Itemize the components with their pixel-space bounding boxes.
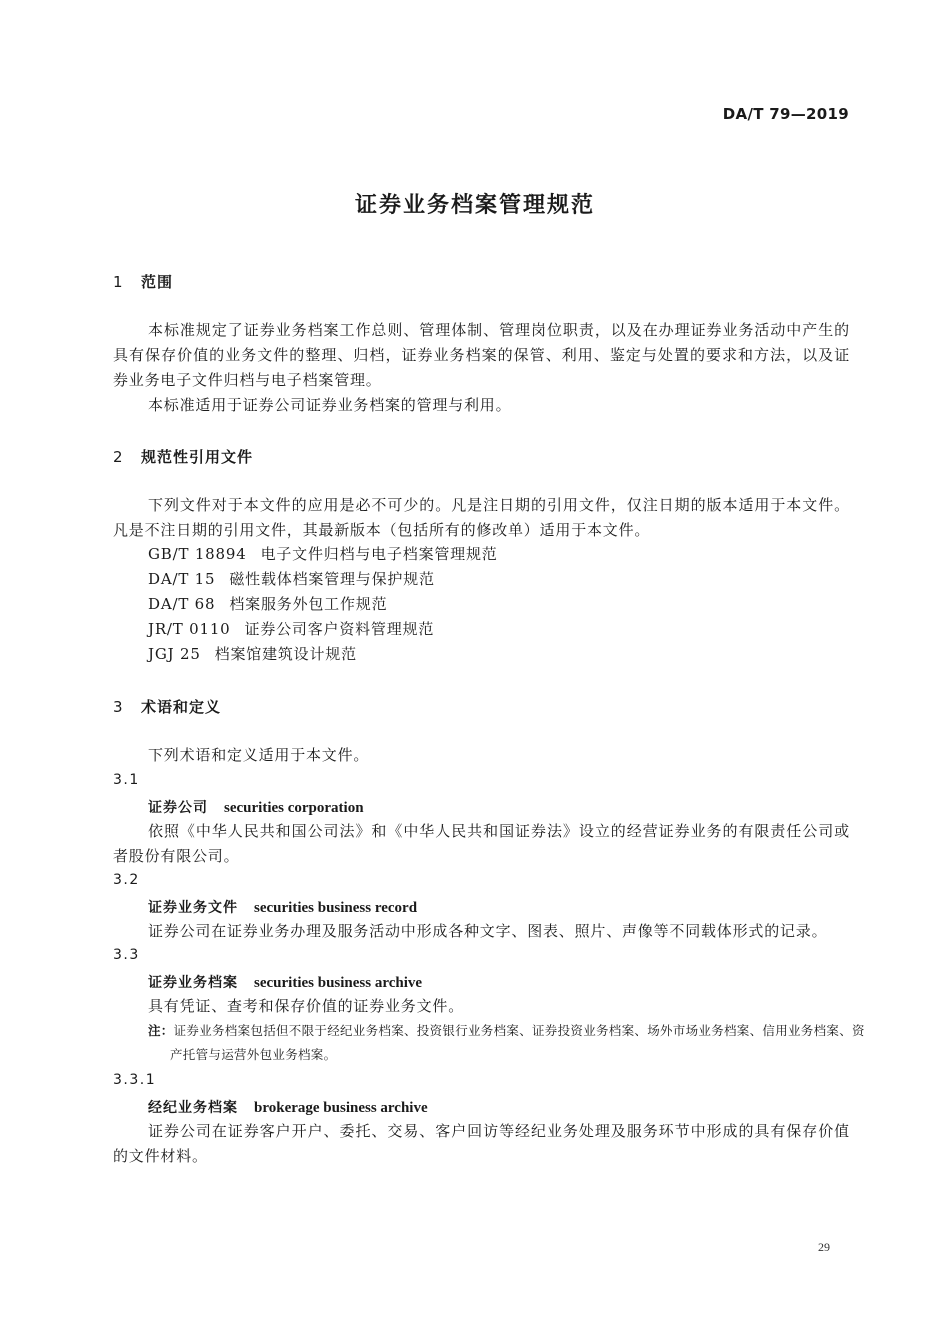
term-zh: 证券业务文件 [148, 900, 238, 916]
reference-code: JGJ 25 [148, 645, 201, 663]
reference-title: 证券公司客户资料管理规范 [244, 620, 435, 638]
reference-code: JR/T 0110 [148, 620, 231, 638]
reference-code: GB/T 18894 [148, 545, 247, 563]
term-definition: 具有凭证、查考和保存价值的证券业务文件。 [148, 997, 465, 1015]
term-number: 3.2 [113, 872, 140, 888]
term-heading [148, 897, 417, 917]
term-number: 3.3 [113, 947, 140, 963]
term-definition: 证券公司在证券客户开户、委托、交易、客户回访等经纪业务处理及服务环节中形成的具有保存价值的文件材料。 [113, 1122, 850, 1165]
reference-title: 档案馆建筑设计规范 [214, 645, 357, 663]
term-en: securities business record [254, 900, 418, 916]
document-title: 证券业务档案管理规范 [354, 193, 595, 218]
reference-item [148, 543, 498, 564]
note-text: 证券业务档案包括但不限于经纪业务档案、投资银行业务档案、证券投资业务档案、场外市场业务档案、信用业务档案、资产托管与运营外包业务档案。 [170, 1023, 865, 1062]
reference-title: 电子文件归档与电子档案管理规范 [260, 545, 498, 563]
term-definition: 证券公司在证券业务办理及服务活动中形成各种文字、图表、照片、声像等不同载体形式的记录。 [148, 922, 828, 940]
term-zh: 经纪业务档案 [148, 1100, 238, 1116]
term-en: securities business archive [254, 975, 423, 991]
standard-code: DA/T 79—2019 [722, 105, 849, 123]
term-definition: 依照《中华人民共和国公司法》和《中华人民共和国证券法》设立的经营证券业务的有限责任公司或者股份有限公司。 [113, 822, 850, 865]
term-en: securities corporation [224, 800, 364, 816]
term-heading [148, 1097, 428, 1117]
term-heading [148, 797, 364, 817]
section-1-heading [113, 271, 173, 292]
reference-item [148, 568, 435, 589]
section-3-paragraph-1: 下列术语和定义适用于本文件。 [148, 746, 370, 764]
term-zh: 证券公司 [148, 800, 208, 816]
section-title: 规范性引用文件 [141, 448, 254, 466]
page-number: 29 [818, 1240, 830, 1254]
term-note [148, 1019, 872, 1067]
term-number: 3.3.1 [113, 1072, 157, 1088]
reference-item [148, 593, 387, 614]
section-title: 术语和定义 [141, 698, 222, 716]
section-number: 2 [113, 448, 124, 466]
section-1-paragraph-1: 本标准规定了证券业务档案工作总则、管理体制、管理岗位职责，以及在办理证券业务活动中产生的具有保存价值的业务文件的整理、归档，证券业务档案的保管、利用、鉴定与处置的要求和方法，以及证券业务电子文件归档与电子档案管理。 [113, 321, 850, 389]
section-number: 3 [113, 698, 124, 716]
reference-item [148, 618, 434, 639]
reference-title: 档案服务外包工作规范 [229, 595, 388, 613]
section-number: 1 [113, 273, 124, 291]
section-2-heading [113, 446, 253, 467]
section-2-paragraph-1: 下列文件对于本文件的应用是必不可少的。凡是注日期的引用文件，仅注日期的版本适用于本文件。凡是不注日期的引用文件，其最新版本（包括所有的修改单）适用于本文件。 [113, 496, 850, 539]
term-heading [148, 972, 422, 992]
reference-item [148, 643, 357, 664]
term-en: brokerage business archive [254, 1100, 428, 1116]
section-3-heading [113, 696, 221, 717]
term-zh: 证券业务档案 [148, 975, 238, 991]
section-1-paragraph-2: 本标准适用于证券公司证券业务档案的管理与利用。 [148, 396, 512, 414]
reference-code: DA/T 15 [148, 570, 216, 588]
reference-code: DA/T 68 [148, 595, 216, 613]
reference-title: 磁性载体档案管理与保护规范 [229, 570, 435, 588]
section-title: 范围 [141, 273, 174, 291]
note-label: 注： [148, 1023, 174, 1038]
term-number: 3.1 [113, 772, 140, 788]
